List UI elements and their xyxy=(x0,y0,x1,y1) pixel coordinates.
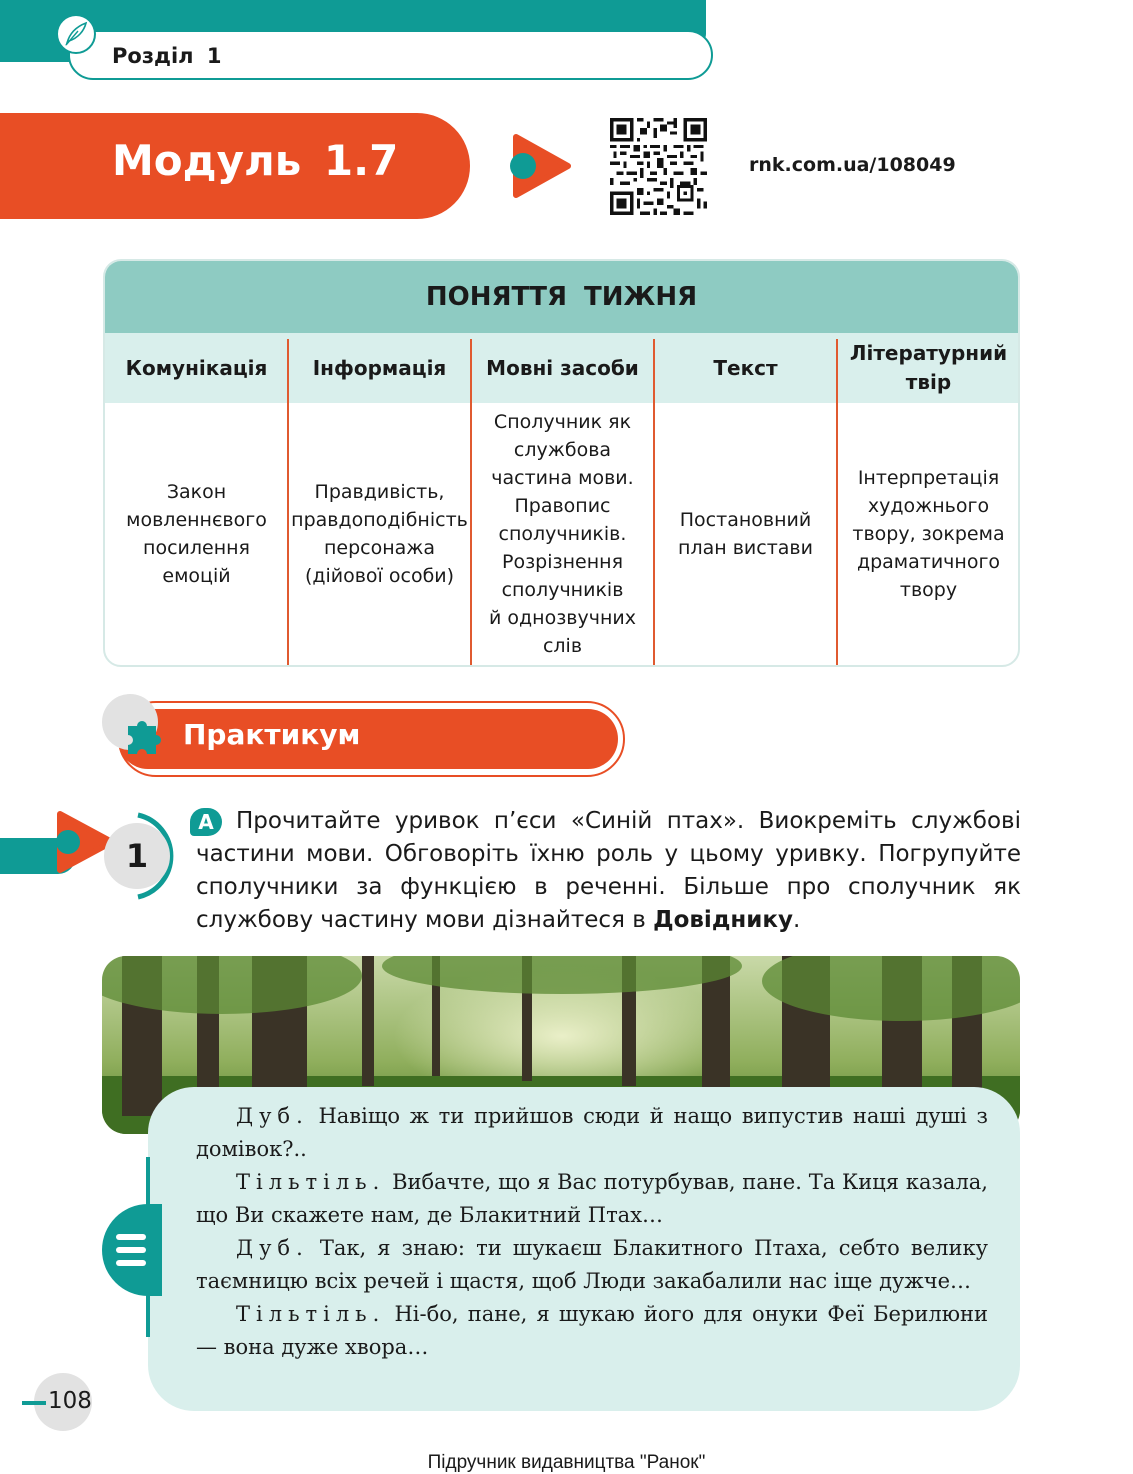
page-number-dash xyxy=(22,1401,46,1405)
column-divider xyxy=(836,339,838,667)
puzzle-icon xyxy=(118,712,168,762)
task-number: 1 xyxy=(104,823,170,889)
task-instructions: Прочитайте уривок п’єси «Синій птах». Виокреміть службові частини мови. Обговоріть їхню роль у цьому уривку. Погрупуйте сполучники за функцією в реченні. Більше про сполучник як службову частину мови дізнайтеся в Довіднику. xyxy=(196,808,1021,933)
concepts-table xyxy=(103,259,1020,667)
column-header: Мовні засоби xyxy=(486,355,639,380)
section-title: Розділ 1 xyxy=(112,44,222,68)
practicum-title: Практикум xyxy=(183,718,361,751)
page-number: 108 xyxy=(48,1388,92,1414)
footer-publisher: Підручник видавництва "Ранок" xyxy=(427,1452,706,1473)
table-title: ПОНЯТТЯ ТИЖНЯ xyxy=(105,261,1018,333)
excerpt-line: Дуб. Навіщо ж ти прийшов сюди й нащо випустив наші душі з домівок?.. xyxy=(196,1104,988,1161)
column-header: Літературний твір xyxy=(849,341,1008,394)
qr-code-icon[interactable] xyxy=(610,118,707,215)
play-icon[interactable] xyxy=(508,133,572,199)
column-divider xyxy=(470,339,472,667)
table-cell: Інтерпретація художнього твору, зокрема драматичного твору xyxy=(852,467,1005,601)
task-level-badge: А xyxy=(190,808,222,836)
excerpt-line: Тільтіль. Ні-бо, пане, я шукаю його для онуки Феї Берилюни — вона дуже хвора… xyxy=(196,1302,988,1359)
feather-icon xyxy=(56,14,96,54)
column-header: Текст xyxy=(713,355,778,380)
list-icon xyxy=(102,1204,162,1296)
table-cell: Постановний план вистави xyxy=(678,509,813,559)
table-cell: Правдивість, правдоподібність персонажа (дійової особи) xyxy=(291,481,468,587)
table-cell: Сполучник як службова частина мови. Правопис сполучників. Розрізнення сполучників й однозвучних слів xyxy=(489,411,636,657)
resource-url[interactable]: rnk.com.ua/108049 xyxy=(749,154,956,176)
module-title: Модуль 1.7 xyxy=(112,136,399,185)
column-header: Комунікація xyxy=(125,355,268,380)
column-header: Інформація xyxy=(312,355,447,380)
column-divider xyxy=(653,339,655,667)
excerpt-line: Тільтіль. Вибачте, що я Вас потурбував, пане. Та Киця казала, що Ви скажете нам, де Блакитний Птах… xyxy=(196,1170,988,1227)
table-cell: Закон мовленнєвого посилення емоцій xyxy=(126,481,267,587)
column-divider xyxy=(287,339,289,667)
play-excerpt xyxy=(196,1100,988,1364)
excerpt-line: Дуб. Так, я знаю: ти шукаєш Блакитного Птаха, себто велику таємницю всіх речей і щастя, щоб Люди закабалили нас іще дужче… xyxy=(196,1236,988,1293)
